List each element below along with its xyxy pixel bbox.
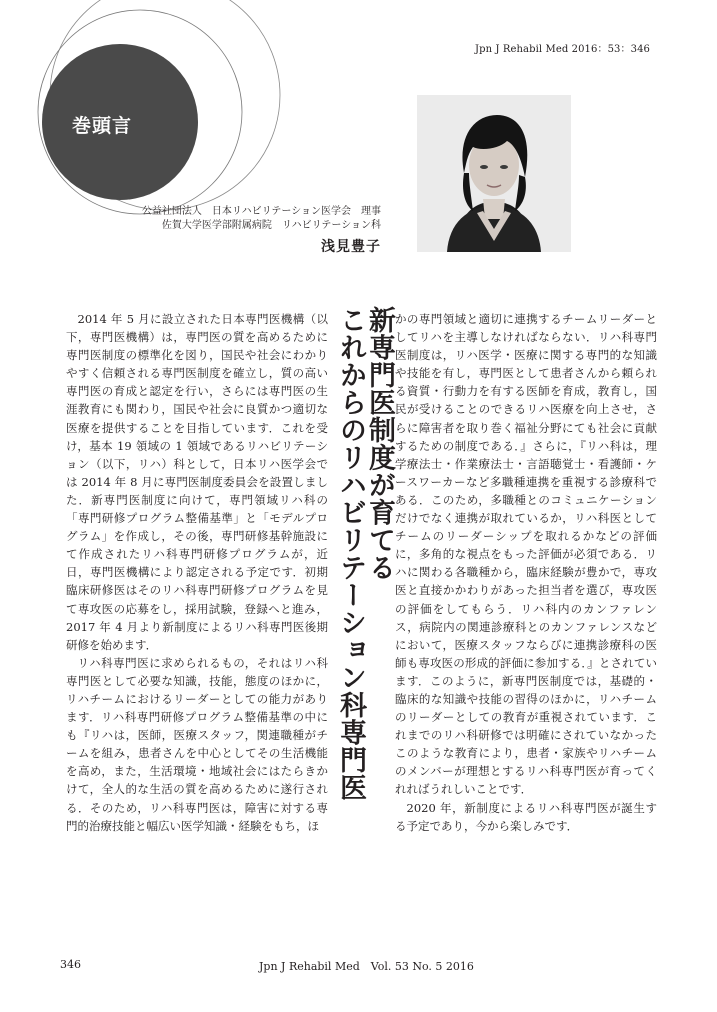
body-paragraph: 2020 年，新制度によるリハ科専門医が誕生する予定であり，今から楽しみです． [395, 800, 657, 833]
body-column-right [395, 310, 657, 835]
title-line: 新専門医制度が育てる [364, 306, 395, 581]
body-paragraph: 2014 年 5 月に設立された日本専門医機構（以下，専門医機構）は，専門医の質を高めるために専門医制度の標準化を図り，国民や社会にわかりやすく信頼される専門医制度を確立し，質の高い専門医の育成と認定を行い，さらには専門医の生涯教育にも関わり，国民や社会に良質かつ適切な医療を提供することを目指しています．これを受け，基本 19 領域の 1 領域であるリハビリテーション（以下，リハ）科として，日本リハ医学会では 2014 年 8 月に専門医制度委員会を設置しました．新専門医制度に向けて，専門領域リハ科の「専門研修プログラム整備基準」と「モデルプログラム」を作成し，その後，専門研修基幹施設にて作成されたリハ科専門研修プログラムが，近日，専門医機構により認定される予定です．初期臨床研修医はそのリハ科専門研修プログラムを見て専攻医の応募をし，採用試験，登録へと進み，2017 年 4 月より新制度によるリハ科専門医後期研修を始めます． [66, 312, 328, 652]
section-label: 巻頭言 [72, 115, 133, 137]
body-column-left [66, 310, 328, 835]
decorative-circles [0, 0, 300, 240]
author-affiliations [142, 205, 381, 233]
journal-footer: Jpn J Rehabil Med Vol. 53 No. 5 2016 [259, 960, 474, 973]
author-photo [417, 95, 571, 252]
affiliation-line: 公益社団法人 日本リハビリテーション医学会 理事 [141, 206, 381, 217]
affiliation-line: 佐賀大学医学部附属病院 リハビリテーション科 [161, 220, 381, 231]
title-line: これからのリハビリテーション科専門医 [335, 306, 366, 801]
article-title [336, 306, 394, 866]
portrait-image [417, 95, 571, 252]
author-name: 浅見豊子 [321, 239, 381, 255]
page-number: 346 [60, 958, 81, 971]
body-paragraph: かの専門領域と適切に連携するチームリーダーとしてリハを主導しなければならない．リハ科専門医制度は，リハ医学・医療に関する専門的な知識や技能を有し，専門医として患者さんから頼られる資質・行動力を有する医師を育成，教育し，国民が受けることのできるリハ医療を向上させ，さらに障害者を取り巻く福祉分野にても社会に貢献するための制度である．』さらに，『リハ科は，理学療法士・作業療法士・言語聴覚士・看護師・ケースワーカーなど多職種連携を重視する診療科である．このため，多職種とのコミュニケーションだけでなく連携が取れているか，リハ科医としてチームのリーダーシップを取れるかなどの評価に，多角的な視点をもった評価が必須である．リハに関わる各職種から，臨床経験が豊かで，専攻医と直接かかわりがあった担当者を選び，専攻医の評価をしてもらう．リハ科内のカンファレンス，病院内の関連診療科とのカンファレンスなどにおいて，医療スタッフならびに連携診療科の医師も専攻医の形成的評価に参加する．』とされています．このように，新専門医制度では，基礎的・臨床的な知識や技能の習得のほかに，リハチームのリーダーとしての教育が重視されています．これまでのリハ科研修では明確にされていなかったこのような教育により，患者・家族やリハチームのメンバーが理想とするリハ科専門医が育ってくれればうれしいことです． [395, 312, 657, 797]
body-paragraph: リハ科専門医に求められるもの，それはリハ科専門医として必要な知識，技能，態度のほかに，リハチームにおけるリーダーとしての能力があります．リハ科専門研修プログラム整備基準の中にも『リハは，医師，医療スタッフ，関連職種がチームを組み，患者さんを中心としてその生活機能を高め，また，生活環境・地域社会にはたらきかけて，全人的な生活の質を高めるために遂行される．そのため，リハ科専門医は，障害に対する専門的治療技能と幅広い医学知識・経験をもち，ほ [66, 655, 328, 833]
journal-citation: Jpn J Rehabil Med 2016：53：346 [475, 44, 650, 55]
